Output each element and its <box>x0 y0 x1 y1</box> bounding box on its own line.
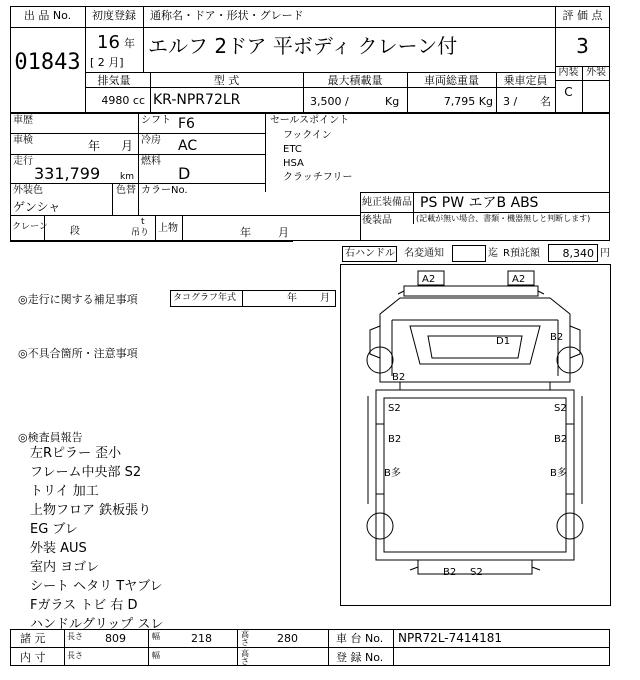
model-label: 型 式 <box>213 74 240 87</box>
mark-b2-right-top: B2 <box>550 332 564 343</box>
width-label: 幅 <box>152 632 160 641</box>
interior-score-label: 内装 <box>558 67 579 78</box>
height-value: 280 <box>277 632 298 645</box>
sales-point-item: クラッチフリー <box>283 172 353 183</box>
mark-b2-left-mid: B2 <box>388 434 402 445</box>
equipment-label: 純正装備品 <box>362 197 412 208</box>
width-value: 218 <box>191 632 212 645</box>
dims-label: 諸 元 <box>20 632 46 645</box>
aftermarket-note: (記載が無い場合、書類・機器無しと判断します) <box>416 214 591 223</box>
recycle-label: R預託額 <box>503 248 540 259</box>
mark-b-many-left: B多 <box>384 468 401 479</box>
upper-year-unit: 年 <box>240 226 251 239</box>
first-reg-month: [ 2 月] <box>90 56 124 69</box>
inspection-year-unit: 年 <box>88 139 101 153</box>
crane-lift-unit: 吊り <box>131 228 150 238</box>
crane-ton-unit: t <box>141 217 145 227</box>
cargo-bed <box>376 390 574 560</box>
capacity: 3 / <box>503 95 518 108</box>
mark-s2-right: S2 <box>554 403 567 414</box>
lot-label: 出 品 No. <box>23 9 72 22</box>
tachograph-month-unit: 月 <box>320 293 330 304</box>
inspector-item: EG ブレ <box>30 522 78 537</box>
tachograph-year-unit: 年 <box>287 293 297 304</box>
mark-s2-left: S2 <box>388 403 401 414</box>
recycle-amount: 8,340 <box>562 247 594 260</box>
capacity-unit: 名 <box>540 95 551 108</box>
mileage-label: 走行 <box>13 156 33 167</box>
mark-a2-left: A2 <box>422 274 436 285</box>
capacity-label: 乗車定員 <box>503 74 548 87</box>
inspector-item: ハンドルグリップ スレ <box>30 617 164 632</box>
crane-label: クレーン <box>12 222 48 232</box>
interior-length-label: 長さ <box>67 651 83 660</box>
inspection-month-unit: 月 <box>121 139 134 153</box>
aftermarket-label: 後装品 <box>362 215 392 226</box>
mark-a2-right: A2 <box>512 274 526 285</box>
max-load-label: 最大積載量 <box>327 74 383 87</box>
sales-points-label: セールスポイント <box>270 115 350 126</box>
inspector-report-label: ◎検査員報告 <box>18 431 83 444</box>
fuel-label: 燃料 <box>141 156 161 167</box>
ac-label: 冷房 <box>141 135 161 146</box>
sales-point-item: HSA <box>283 158 304 169</box>
inspector-item: シート ヘタリ Tヤブレ <box>30 579 163 594</box>
inspector-item: 左Rピラー 歪小 <box>30 446 122 461</box>
ac-value: AC <box>178 138 198 154</box>
exterior-score-label: 外装 <box>586 67 606 78</box>
inspector-item: フレーム中央部 S2 <box>30 465 142 480</box>
first-reg-year-unit: 年 <box>124 37 135 50</box>
front-bumper <box>404 286 538 296</box>
crane-stage-unit: 段 <box>70 226 80 237</box>
rear-right-wheel <box>557 513 583 539</box>
meter-change-label: 名変通知 <box>404 248 444 259</box>
recycle-unit: 円 <box>600 248 610 259</box>
meter-change-box <box>452 245 486 262</box>
chassis-value: NPR72L-7414181 <box>398 631 503 645</box>
mark-b-many-right: B多 <box>550 468 567 479</box>
lot-number: 01843 <box>14 50 81 75</box>
mileage-value: 331,799 <box>34 164 101 183</box>
interior-height-label: 高さ <box>241 649 249 666</box>
max-load: 3,500 / <box>310 95 349 108</box>
history-label: 車歴 <box>13 115 33 126</box>
registration-label: 登 録 No. <box>336 651 384 664</box>
sales-point-item: ETC <box>283 144 302 155</box>
shift-value: F6 <box>178 116 195 132</box>
inspector-item: 上物フロア 鉄板張り <box>30 503 152 518</box>
gross-weight-label: 車両総重量 <box>424 74 479 87</box>
r-tag: 迄 <box>488 248 498 259</box>
first-reg-label: 初度登録 <box>92 9 136 22</box>
vehicle-name-label: 通称名・ドア・形状・グレード <box>150 9 304 22</box>
tachograph-label: タコグラフ年式 <box>173 293 237 303</box>
truck-diagram <box>340 264 611 606</box>
gross-weight: 7,795 Kg <box>443 95 493 108</box>
length-value: 809 <box>105 632 126 645</box>
color-change-label: 色替 <box>116 185 136 196</box>
first-reg-year: 16 <box>97 32 120 53</box>
fuel-value: D <box>178 164 191 183</box>
rear-left-wheel <box>367 513 393 539</box>
inspector-item: 室内 ヨゴレ <box>30 560 100 575</box>
score-label: 評 価 点 <box>562 9 603 22</box>
interior-score: C <box>564 85 573 99</box>
mark-b2-rear: B2 <box>443 567 457 578</box>
height-label: 高さ <box>241 630 249 647</box>
vehicle-name: エルフ 2ドア 平ボディ クレーン付 <box>148 34 458 58</box>
equipment-value: PS PW エアB ABS <box>420 195 539 211</box>
defects-label: ◎不具合箇所・注意事項 <box>18 347 138 360</box>
driving-remarks-label: ◎走行に関する補足事項 <box>18 293 138 306</box>
sales-point-item: フックイン <box>283 130 332 141</box>
displacement: 4980 cc <box>101 94 145 107</box>
mark-b2-left-top: B2 <box>392 372 406 383</box>
cab-outline <box>380 298 570 382</box>
length-label: 長さ <box>67 632 83 641</box>
model: KR-NPR72LR <box>153 92 241 108</box>
steering-value: 右ハンドル <box>345 248 395 259</box>
inspector-item: 外装 AUS <box>30 541 87 556</box>
interior-width-label: 幅 <box>152 651 160 660</box>
mark-d1: D1 <box>496 336 511 347</box>
inspection-label: 車検 <box>13 135 33 146</box>
mileage-unit: km <box>120 172 134 182</box>
displacement-label: 排気量 <box>97 74 131 87</box>
color-no-label: カラーNo. <box>141 185 188 196</box>
mark-s2-rear: S2 <box>470 567 483 578</box>
ext-color-label: 外装色 <box>13 185 43 196</box>
chassis-label: 車 台 No. <box>336 632 384 645</box>
max-load-unit: Kg <box>385 95 400 108</box>
inspector-item: トリイ 加工 <box>30 484 99 499</box>
upper-label: 上物 <box>158 223 178 234</box>
ext-color-value: ゲンシャ <box>13 200 61 214</box>
upper-month-unit: 月 <box>278 226 289 239</box>
interior-dims-label: 内 寸 <box>20 651 46 664</box>
inspector-item: Fガラス トビ 右 D <box>30 598 138 613</box>
overall-score: 3 <box>576 34 589 58</box>
mark-b2-right-mid: B2 <box>554 434 568 445</box>
shift-label: シフト <box>141 115 171 126</box>
